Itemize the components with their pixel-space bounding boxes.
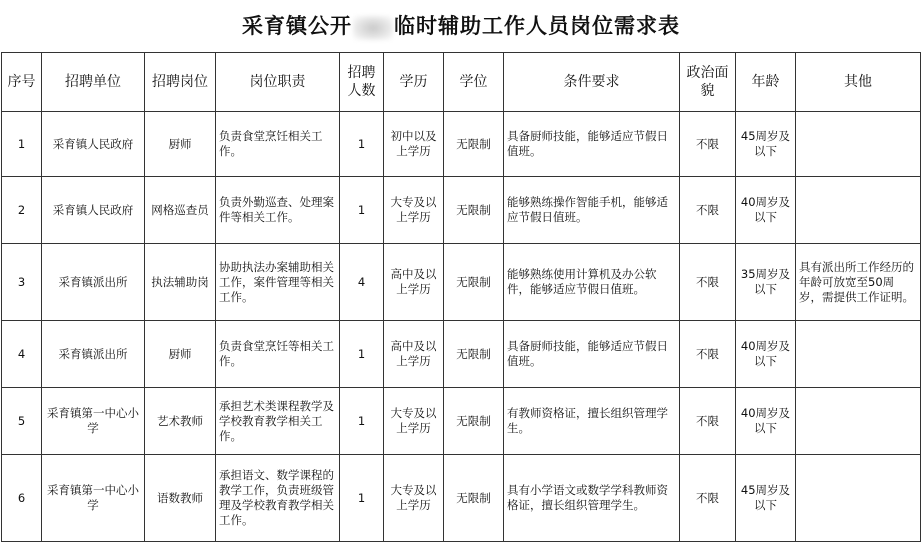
header-cell: 其他 [796,53,921,112]
cell-politics: 不限 [680,455,736,542]
cell-duty: 承担语文、数学课程的教学工作，负责班级管理及学校教育教学相关工作。 [216,455,340,542]
cell-no: 5 [2,388,42,455]
cell-edu: 大专及以上学历 [384,388,444,455]
header-cell: 年龄 [736,53,796,112]
table-row [2,321,921,388]
cell-req: 具备厨师技能，能够适应节假日值班。 [504,112,680,177]
cell-politics: 不限 [680,321,736,388]
cell-duty: 负责外勤巡查、处理案件等相关工作。 [216,177,340,244]
cell-no: 1 [2,112,42,177]
cell-post: 厨师 [145,112,216,177]
header-cell: 条件要求 [504,53,680,112]
header-cell: 序号 [2,53,42,112]
cell-other [796,177,921,244]
cell-degree: 无限制 [444,177,504,244]
cell-count: 1 [340,112,384,177]
cell-age: 35周岁及以下 [736,244,796,321]
cell-count: 1 [340,455,384,542]
cell-politics: 不限 [680,244,736,321]
blurred-redaction [353,16,393,40]
cell-age: 40周岁及以下 [736,177,796,244]
cell-duty: 承担艺术类课程教学及学校教育教学相关工作。 [216,388,340,455]
cell-no: 4 [2,321,42,388]
cell-other: 具有派出所工作经历的年龄可放宽至50周岁，需提供工作证明。 [796,244,921,321]
cell-age: 45周岁及以下 [736,112,796,177]
cell-politics: 不限 [680,388,736,455]
table-row [2,244,921,321]
cell-edu: 大专及以上学历 [384,177,444,244]
cell-unit: 采育镇第一中心小学 [42,455,145,542]
cell-politics: 不限 [680,112,736,177]
cell-count: 1 [340,177,384,244]
cell-count: 1 [340,388,384,455]
table-row [2,112,921,177]
cell-age: 45周岁及以下 [736,455,796,542]
cell-req: 能够熟练操作智能手机，能够适应节假日值班。 [504,177,680,244]
header-cell: 政治面 貌 [680,53,736,112]
cell-no: 6 [2,455,42,542]
cell-other [796,388,921,455]
table-row [2,455,921,542]
cell-duty: 协助执法办案辅助相关工作，案件管理等相关工作。 [216,244,340,321]
cell-post: 执法辅助岗 [145,244,216,321]
cell-post: 网格巡查员 [145,177,216,244]
header-cell: 招聘 人数 [340,53,384,112]
cell-other [796,321,921,388]
cell-no: 3 [2,244,42,321]
cell-age: 40周岁及以下 [736,321,796,388]
cell-degree: 无限制 [444,455,504,542]
cell-other [796,455,921,542]
cell-post: 艺术教师 [145,388,216,455]
cell-edu: 大专及以上学历 [384,455,444,542]
cell-age: 40周岁及以下 [736,388,796,455]
cell-req: 具有小学语文或数学学科教师资格证，擅长组织管理学生。 [504,455,680,542]
cell-count: 1 [340,321,384,388]
cell-duty: 负责食堂烹饪等相关工作。 [216,321,340,388]
cell-no: 2 [2,177,42,244]
title-left: 采育镇公开 [242,13,352,38]
cell-degree: 无限制 [444,112,504,177]
header-cell: 学历 [384,53,444,112]
cell-edu: 高中及以上学历 [384,321,444,388]
cell-unit: 采育镇派出所 [42,244,145,321]
cell-politics: 不限 [680,177,736,244]
cell-edu: 高中及以上学历 [384,244,444,321]
job-requirements-table [1,52,921,542]
header-cell: 岗位职责 [216,53,340,112]
cell-post: 语数教师 [145,455,216,542]
cell-req: 能够熟练使用计算机及办公软件，能够适应节假日值班。 [504,244,680,321]
cell-unit: 采育镇派出所 [42,321,145,388]
page-title [0,0,922,52]
cell-degree: 无限制 [444,321,504,388]
cell-duty: 负责食堂烹饪相关工作。 [216,112,340,177]
table-header-row [2,53,921,112]
cell-post: 厨师 [145,321,216,388]
cell-count: 4 [340,244,384,321]
cell-other [796,112,921,177]
title-right: 临时辅助工作人员岗位需求表 [394,13,680,38]
cell-req: 有教师资格证，擅长组织管理学生。 [504,388,680,455]
cell-req: 具备厨师技能，能够适应节假日值班。 [504,321,680,388]
table-row [2,177,921,244]
cell-unit: 采育镇人民政府 [42,112,145,177]
cell-edu: 初中以及上学历 [384,112,444,177]
header-cell: 学位 [444,53,504,112]
header-cell: 招聘单位 [42,53,145,112]
cell-unit: 采育镇第一中心小学 [42,388,145,455]
table-row [2,388,921,455]
cell-unit: 采育镇人民政府 [42,177,145,244]
cell-degree: 无限制 [444,388,504,455]
header-cell: 招聘岗位 [145,53,216,112]
cell-degree: 无限制 [444,244,504,321]
